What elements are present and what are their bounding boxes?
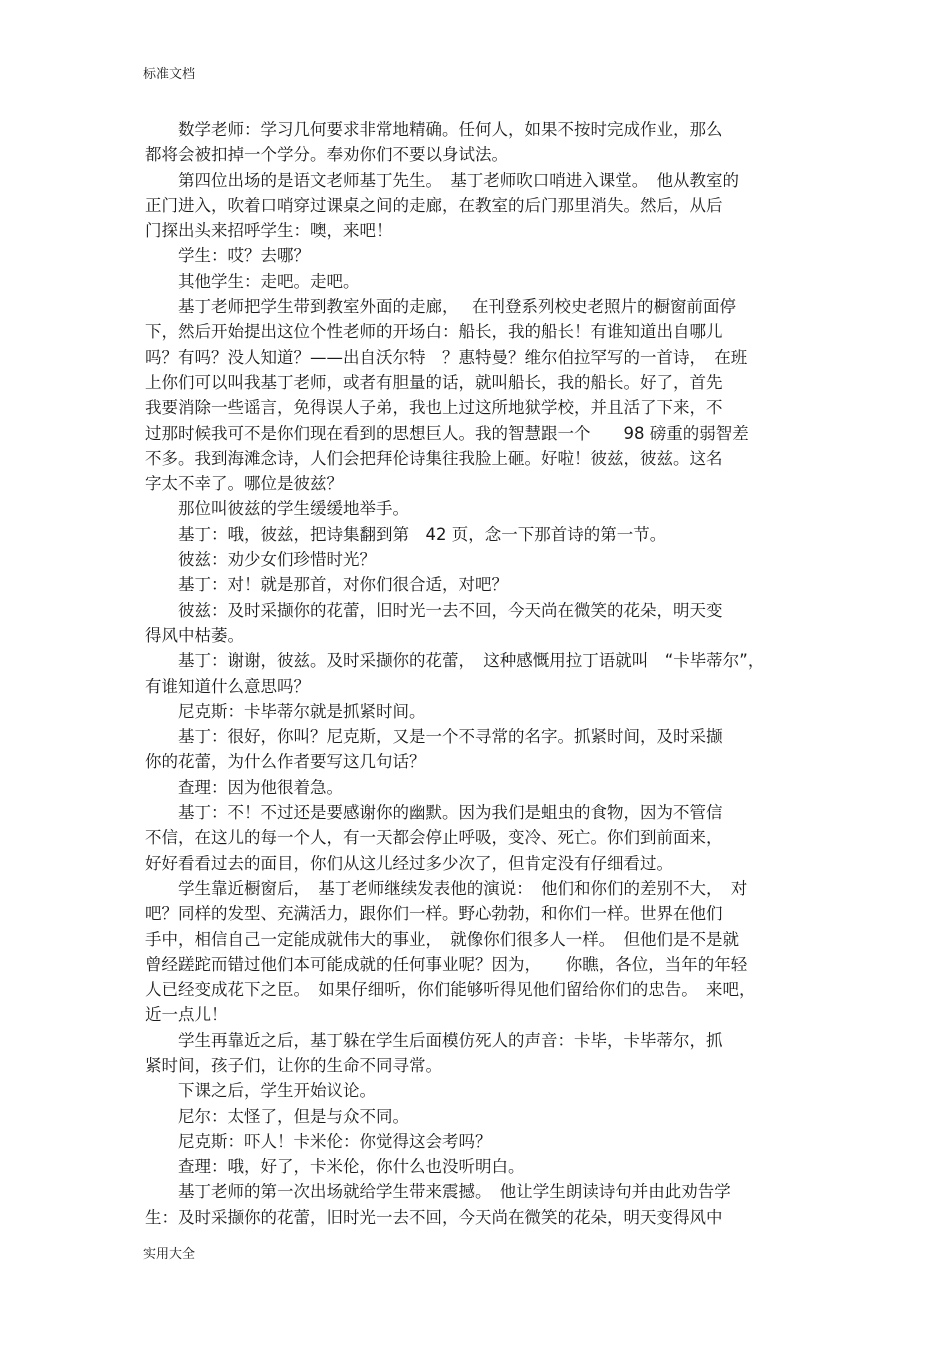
text-line: 紧时间，孩子们，让你的生命不同寻常。 [145, 1055, 442, 1075]
text-line: 正门进入，吹着口哨穿过课桌之间的走廊，在教室的后门那里消失。然后，从后 [145, 195, 723, 215]
page-header: 标准文档 [143, 67, 196, 82]
text-line: 不多。我到海滩念诗，人们会把拜伦诗集往我脸上砸。好啦！彼兹，彼兹。这名 [145, 448, 723, 468]
text-line: 生：及时采撷你的花蕾，旧时光一去不回，今天尚在微笑的花朵，明天变得风中 [145, 1207, 723, 1227]
text-line: 基丁：不！不过还是要感谢你的幽默。因为我们是蛆虫的食物，因为不管信 [145, 803, 723, 823]
text-line: 你的花蕾，为什么作者要写这几句话？ [145, 752, 426, 772]
text-line: 基丁：哦，彼兹，把诗集翻到第 42 页，念一下那首诗的第一节。 [145, 524, 667, 544]
paragraph [145, 496, 813, 521]
text-line: 基丁老师把学生带到教室外面的走廊， 在刊登系列校史老照片的橱窗前面停 [145, 297, 736, 317]
paragraph [145, 522, 813, 547]
paragraph [145, 876, 813, 1028]
document-body [145, 117, 813, 1230]
text-line: 基丁：谢谢，彼兹。及时采撷你的花蕾， 这种感慨用拉丁语就叫 “卡毕蒂尔”， [145, 651, 765, 671]
paragraph [145, 1179, 813, 1230]
text-line: 查理：因为他很着急。 [145, 777, 343, 797]
text-line: 上你们可以叫我基丁老师，或者有胆量的话，就叫船长，我的船长。好了，首先 [145, 372, 723, 392]
text-line: 基丁：对！就是那首，对你们很合适，对吧？ [145, 575, 508, 595]
paragraph [145, 547, 813, 572]
text-line: 字太不幸了。哪位是彼兹？ [145, 474, 343, 494]
text-line: 第四位出场的是语文老师基丁先生。 基丁老师吹口哨进入课堂。 他从教室的 [145, 170, 739, 190]
text-line: 查理：哦，好了，卡米伦，你什么也没听明白。 [145, 1157, 525, 1177]
text-line: 彼兹：及时采撷你的花蕾，旧时光一去不回，今天尚在微笑的花朵，明天变 [145, 600, 723, 620]
text-line: 曾经蹉跎而错过他们本可能成就的任何事业呢？因为， 你瞧，各位，当年的年轻 [145, 954, 748, 974]
text-line: 基丁老师的第一次出场就给学生带来震撼。 他让学生朗读诗句并由此劝告学 [145, 1182, 731, 1202]
paragraph [145, 1154, 813, 1179]
paragraph [145, 1028, 813, 1079]
text-line: 彼兹：劝少女们珍惜时光？ [145, 550, 376, 570]
text-line: 其他学生：走吧。走吧。 [145, 271, 360, 291]
text-line: 数学老师：学习几何要求非常地精确。任何人，如果不按时完成作业，那么 [145, 120, 723, 139]
text-line: 门探出头来招呼学生：噢，来吧！ [145, 221, 393, 241]
text-line: 好好看看过去的面目，你们从这儿经过多少次了，但肯定没有仔细看过。 [145, 853, 673, 873]
paragraph [145, 243, 813, 268]
text-line: 尼克斯：卡毕蒂尔就是抓紧时间。 [145, 701, 426, 721]
text-line: 过那时候我可不是你们现在看到的思想巨人。我的智慧跟一个 98 磅重的弱智差 [145, 423, 749, 443]
paragraph [145, 572, 813, 597]
paragraph [145, 117, 813, 168]
text-line: 尼克斯：吓人！卡米伦：你觉得这会考吗？ [145, 1131, 492, 1151]
text-line: 学生：哎？去哪？ [145, 246, 310, 266]
paragraph [145, 294, 813, 496]
text-line: 都将会被扣掉一个学分。奉劝你们不要以身试法。 [145, 145, 508, 165]
paragraph [145, 648, 813, 699]
text-line: 不信，在这儿的每一个人，有一天都会停止呼吸，变冷、死亡。你们到前面来， [145, 828, 723, 848]
text-line: 那位叫彼兹的学生缓缓地举手。 [145, 499, 409, 519]
text-line: 下，然后开始提出这位个性老师的开场白：船长，我的船长！有谁知道出自哪儿 [145, 322, 723, 342]
text-line: 手中，相信自己一定能成就伟大的事业， 就像你们很多人一样。 但他们是不是就 [145, 929, 739, 949]
paragraph [145, 269, 813, 294]
paragraph [145, 1129, 813, 1154]
text-line: 尼尔：太怪了，但是与众不同。 [145, 1106, 409, 1126]
paragraph [145, 775, 813, 800]
page-footer: 实用大全 [143, 1247, 196, 1262]
paragraph [145, 1104, 813, 1129]
text-line: 有谁知道什么意思吗？ [145, 676, 310, 696]
text-line: 我要消除一些谣言，免得误人子弟，我也上过这所地狱学校，并且活了下来，不 [145, 398, 723, 418]
text-line: 下课之后，学生开始议论。 [145, 1081, 376, 1101]
text-line: 近一点儿！ [145, 1005, 228, 1025]
text-line: 基丁：很好，你叫？尼克斯，又是一个不寻常的名字。抓紧时间，及时采撷 [145, 727, 723, 747]
paragraph [145, 168, 813, 244]
text-line: 吗？有吗？没人知道？——出自沃尔特 ？惠特曼？维尔伯拉罕写的一首诗， 在班 [145, 347, 748, 367]
text-line: 学生再靠近之后，基丁躲在学生后面模仿死人的声音：卡毕，卡毕蒂尔，抓 [145, 1030, 723, 1050]
text-line: 吧？同样的发型、充满活力，跟你们一样。野心勃勃，和你们一样。世界在他们 [145, 904, 723, 924]
text-line: 得风中枯萎。 [145, 625, 244, 645]
paragraph [145, 800, 813, 876]
paragraph [145, 724, 813, 775]
paragraph [145, 699, 813, 724]
paragraph [145, 1078, 813, 1103]
text-line: 人已经变成花下之臣。 如果仔细听，你们能够听得见他们留给你们的忠告。 来吧， [145, 980, 756, 1000]
paragraph [145, 598, 813, 649]
text-line: 学生靠近橱窗后， 基丁老师继续发表他的演说： 他们和你们的差别不大， 对 [145, 878, 748, 898]
